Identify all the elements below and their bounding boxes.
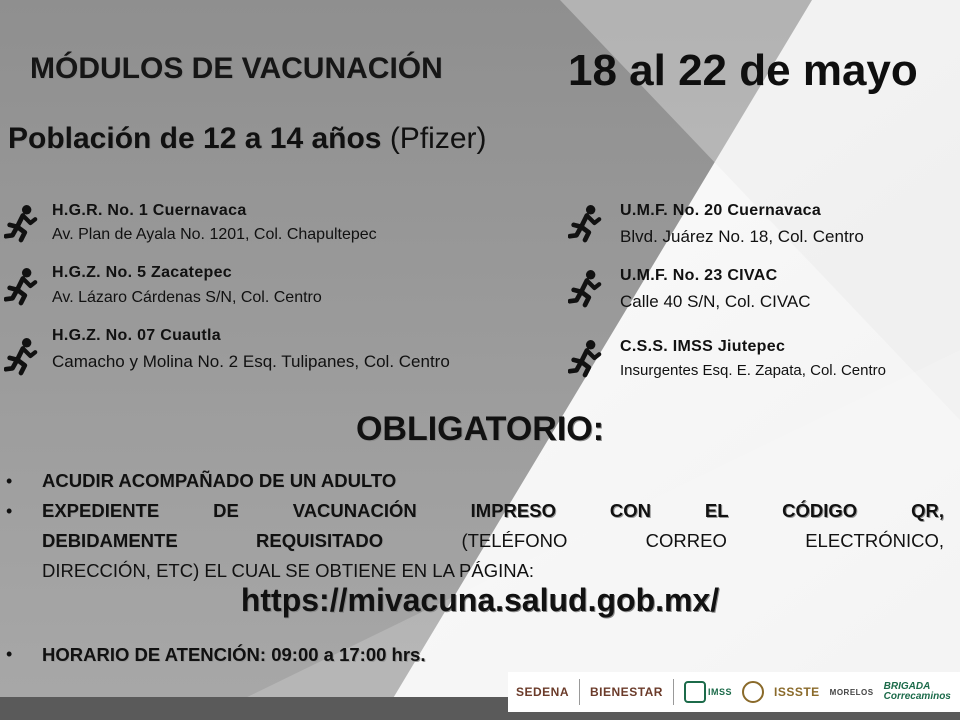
divider <box>579 679 580 705</box>
site-name: U.M.F. No. 20 Cuernavaca <box>620 202 822 219</box>
imss-logo-icon <box>684 681 706 703</box>
list-item <box>6 466 944 496</box>
site-address: Insurgentes Esq. E. Zapata, Col. Centro <box>620 362 886 379</box>
site-address: Av. Lázaro Cárdenas S/N, Col. Centro <box>52 289 322 306</box>
bullet-icon: • <box>6 644 13 664</box>
requirement-detail: (TELÉFONO CORREO ELECTRÓNICO, <box>383 530 944 551</box>
population-line <box>8 122 486 156</box>
runner-icon <box>568 203 602 243</box>
runner-icon <box>4 266 38 306</box>
issste-logo-icon <box>742 681 764 703</box>
site-name: U.M.F. No. 23 CIVAC <box>620 267 778 284</box>
site-address: Camacho y Molina No. 2 Esq. Tulipanes, Col. Centro <box>52 352 450 371</box>
bienestar-logo: BIENESTAR <box>590 685 663 699</box>
brigada-text: BRIGADA <box>883 681 931 692</box>
page-title: MÓDULOS DE VACUNACIÓN <box>30 52 443 85</box>
vaccine-url-link[interactable]: https://mivacuna.salud.gob.mx/ <box>240 582 720 618</box>
imss-logo-text: IMSS <box>707 687 732 697</box>
brigada-logo <box>884 682 951 702</box>
requirement-text: ACUDIR ACOMPAÑADO DE UN ADULTO <box>42 470 397 491</box>
requirement-text: DEBIDAMENTE REQUISITADO <box>42 530 384 551</box>
population-vaccine: (Pfizer) <box>381 122 487 155</box>
population-bold: Población de 12 a 14 años <box>8 122 382 155</box>
hours-value: 09:00 a 17:00 hrs. <box>266 644 426 665</box>
issste-logo: ISSSTE <box>773 685 820 699</box>
hours-label: HORARIO DE ATENCIÓN: <box>42 644 267 665</box>
requirements-list <box>6 466 944 586</box>
site-name: H.G.Z. No. 5 Zacatepec <box>52 264 232 281</box>
site-name: H.G.Z. No. 07 Cuautla <box>52 327 221 344</box>
requirement-text: EXPEDIENTE DE VACUNACIÓN IMPRESO CON EL CÓDIGO QR, <box>42 500 944 521</box>
requirement-detail: DIRECCIÓN, ETC) EL CUAL SE OBTIENE EN LA PÁGINA: <box>42 560 535 581</box>
date-range: 18 al 22 de mayo <box>568 46 918 95</box>
site-address: Blvd. Juárez No. 18, Col. Centro <box>620 227 864 246</box>
site-name: C.S.S. IMSS Jiutepec <box>620 338 786 355</box>
runner-icon <box>568 268 602 308</box>
correcaminos-text: Correcaminos <box>883 691 951 702</box>
site-name: H.G.R. No. 1 Cuernavaca <box>52 202 247 219</box>
runner-icon <box>4 203 38 243</box>
sedena-logo: SEDENA <box>516 685 570 699</box>
bullet-icon: • <box>6 501 13 521</box>
logo-strip <box>508 672 960 712</box>
divider <box>673 679 674 705</box>
site-address: Av. Plan de Ayala No. 1201, Col. Chapultepec <box>52 226 377 243</box>
morelos-logo: MORELOS <box>829 687 874 697</box>
list-item <box>6 644 425 666</box>
runner-icon <box>4 336 38 376</box>
site-address: Calle 40 S/N, Col. CIVAC <box>620 292 811 311</box>
list-item <box>6 496 944 586</box>
runner-icon <box>568 338 602 378</box>
bullet-icon: • <box>6 471 13 491</box>
requirements-heading: OBLIGATORIO: <box>355 410 605 448</box>
